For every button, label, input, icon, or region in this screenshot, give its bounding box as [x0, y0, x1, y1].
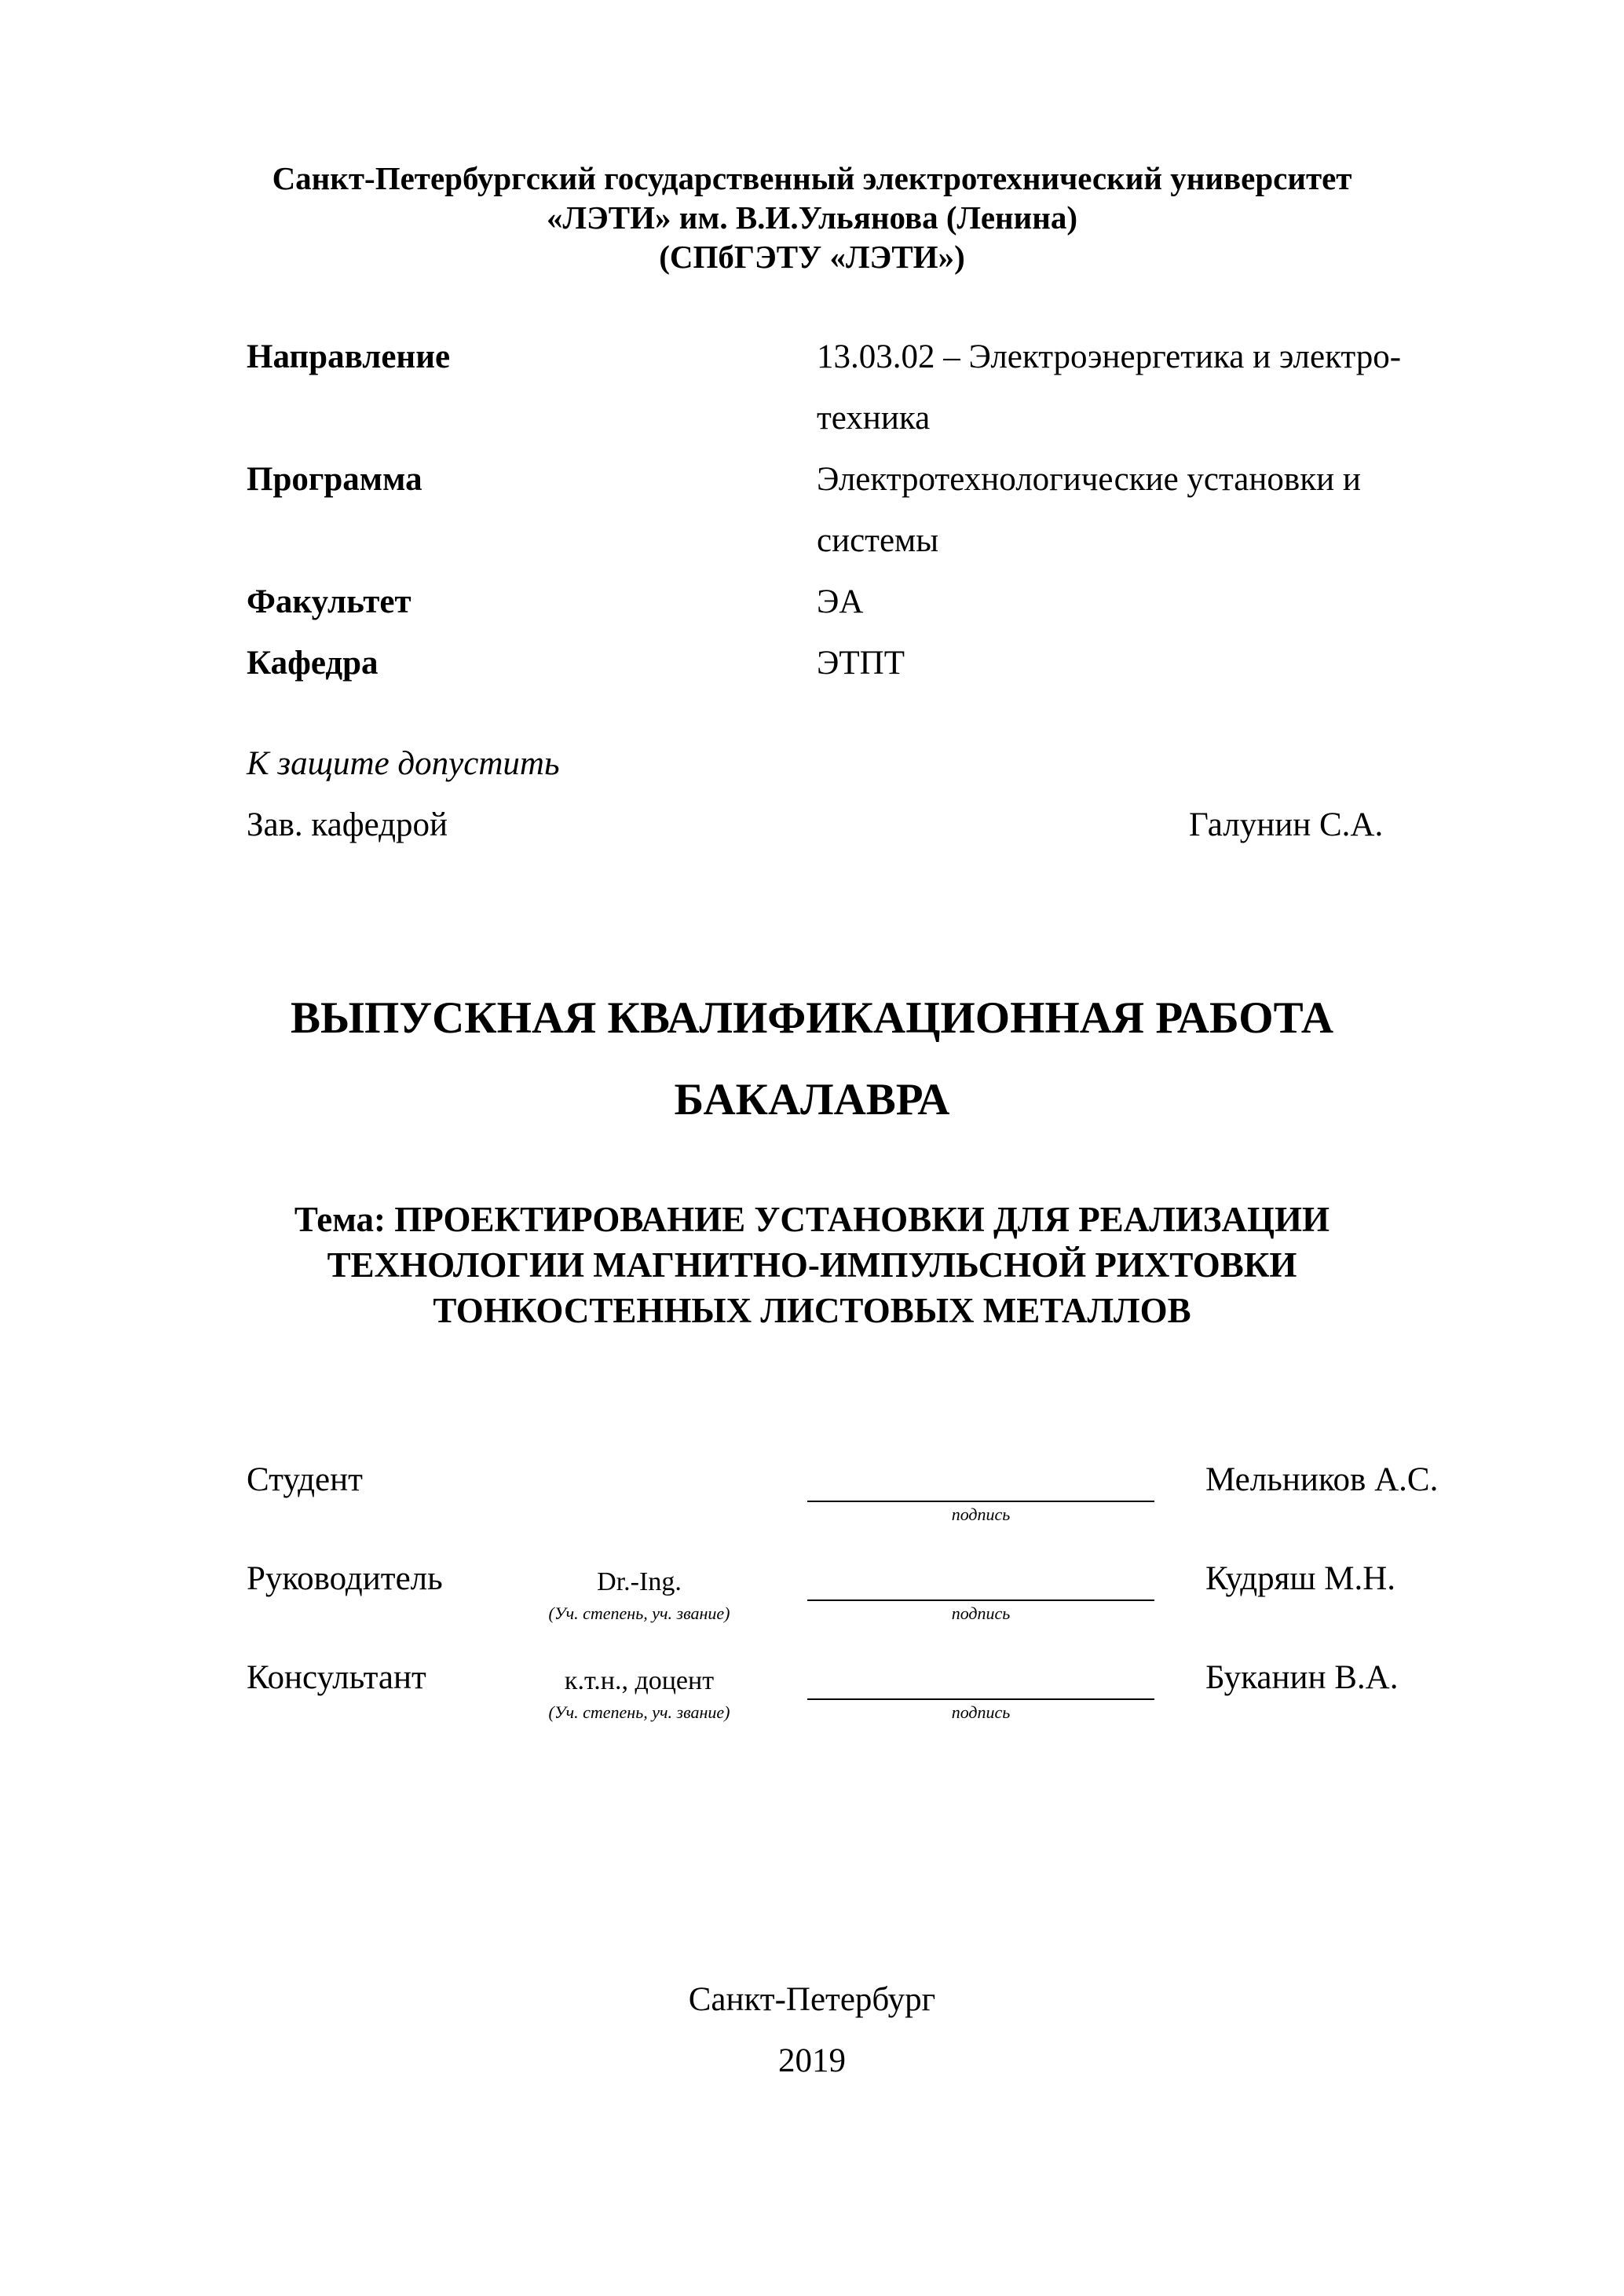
- consultant-signature-caption: подпись: [951, 1702, 1011, 1722]
- direction-value-line2: техника: [817, 400, 931, 437]
- supervisor-name: Кудряш М.Н.: [1205, 1560, 1396, 1597]
- university-name: Санкт-Петербургский государственный электротехнический университет: [272, 160, 1352, 196]
- thesis-topic: [0, 1197, 1624, 1333]
- program-value-line2: системы: [817, 522, 939, 559]
- student-signature-caption: подпись: [951, 1504, 1011, 1524]
- direction-label: Направление: [247, 338, 451, 375]
- consultant-role: Консультант: [247, 1659, 426, 1696]
- year: 2019: [778, 2042, 846, 2079]
- department-head-name: Галунин С.А.: [1189, 806, 1384, 843]
- document-title-line1: ВЫПУСКНАЯ КВАЛИФИКАЦИОННАЯ РАБОТА: [290, 993, 1333, 1043]
- topic-line2: ТЕХНОЛОГИИ МАГНИТНО-ИМПУЛЬСНОЙ РИХТОВКИ: [327, 1245, 1297, 1285]
- department-value: ЭТПТ: [817, 645, 905, 682]
- supervisor-signature-caption: подпись: [951, 1603, 1011, 1623]
- student-name: Мельников А.С.: [1205, 1461, 1439, 1498]
- admission-note: К защите допустить: [247, 745, 560, 782]
- student-signature-line: [807, 1501, 1154, 1502]
- faculty-label: Факультет: [247, 583, 411, 620]
- city: Санкт-Петербург: [688, 1981, 936, 2018]
- direction-value-line1: 13.03.02 – Электроэнергетика и электро-: [817, 338, 1402, 375]
- program-label: Программа: [247, 461, 422, 498]
- topic-line1: Тема: ПРОЕКТИРОВАНИЕ УСТАНОВКИ ДЛЯ РЕАЛИЗАЦИИ: [294, 1200, 1330, 1239]
- supervisor-signature-line: [807, 1600, 1154, 1601]
- university-abbreviation: (СПбГЭТУ «ЛЭТИ»): [659, 239, 965, 275]
- faculty-value: ЭА: [817, 583, 864, 620]
- university-name-short: «ЛЭТИ» им. В.И.Ульянова (Ленина): [546, 199, 1078, 236]
- program-value-line1: Электротехнологические установки и: [817, 461, 1361, 498]
- consultant-degree-caption: (Уч. степень, уч. звание): [548, 1702, 730, 1722]
- consultant-name: Буканин В.А.: [1205, 1659, 1399, 1696]
- department-head-label: Зав. кафедрой: [247, 806, 448, 843]
- department-label: Кафедра: [247, 645, 379, 682]
- supervisor-degree: Dr.-Ing.: [597, 1567, 682, 1596]
- topic-line3: ТОНКОСТЕННЫХ ЛИСТОВЫХ МЕТАЛЛОВ: [433, 1291, 1191, 1330]
- student-role: Студент: [247, 1461, 363, 1498]
- consultant-degree: к.т.н., доцент: [564, 1666, 715, 1695]
- document-title-line2: БАКАЛАВРА: [674, 1075, 950, 1124]
- university-header: [0, 159, 1624, 276]
- supervisor-role: Руководитель: [247, 1560, 443, 1597]
- supervisor-degree-caption: (Уч. степень, уч. звание): [548, 1603, 730, 1623]
- consultant-signature-line: [807, 1698, 1154, 1700]
